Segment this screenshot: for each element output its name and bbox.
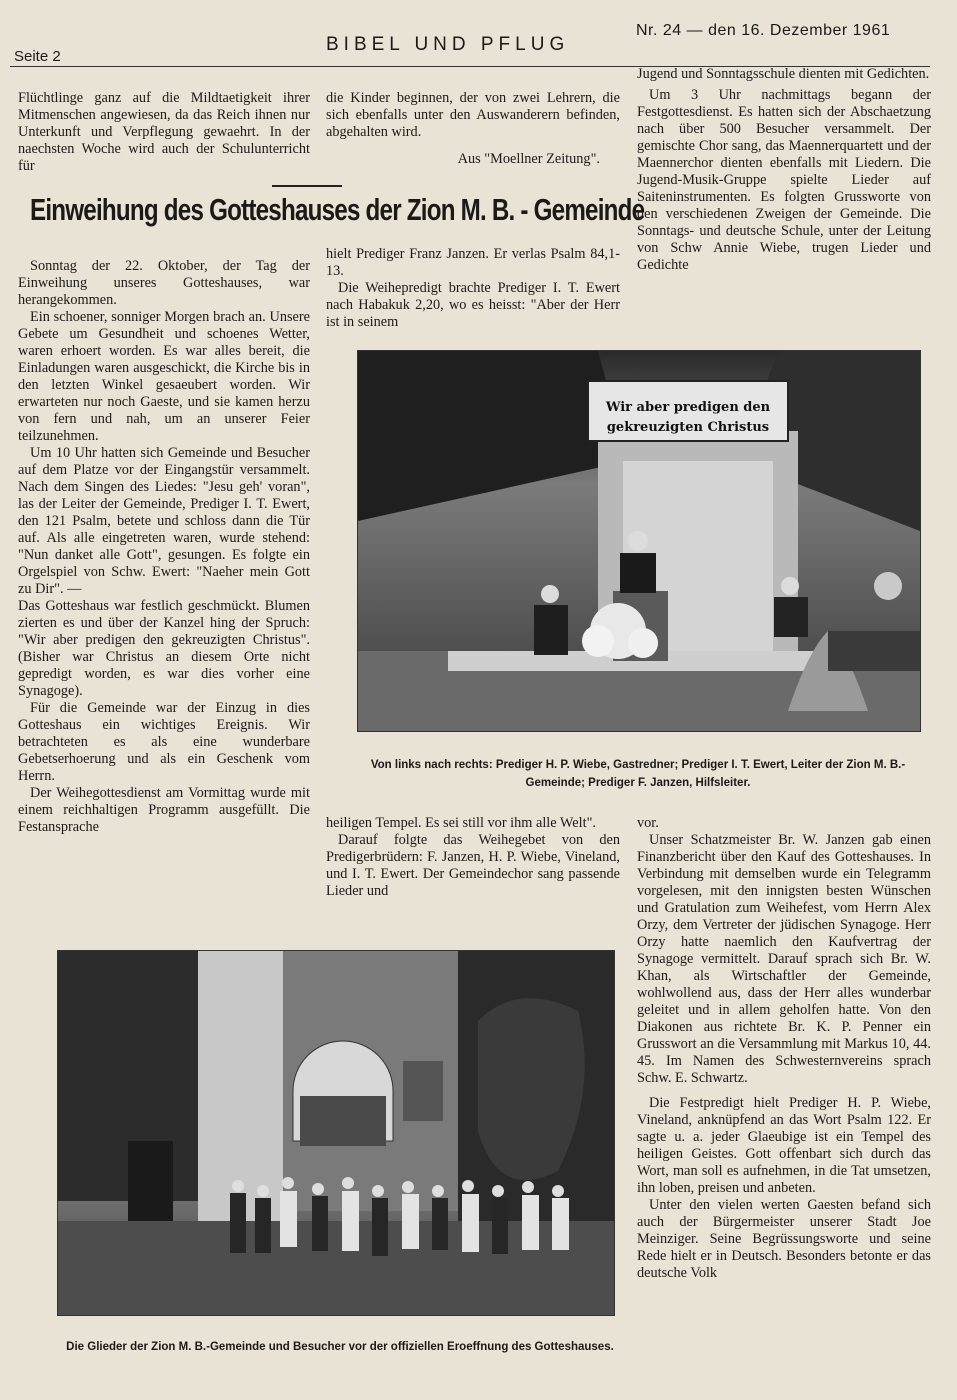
issue-line: Nr. 24 — den 16. Dezember 1961 [636,22,891,39]
col2-top [326,90,620,168]
paragraph: hielt Prediger Franz Janzen. Er verlas Psalm 84,1-13. [326,246,620,279]
interior-photo [357,350,921,732]
paragraph: heiligen Tempel. Es sei still vor ihm alle Welt". [326,815,596,831]
col2-lower [326,815,620,900]
col3-top [637,66,931,274]
paragraph: Um 3 Uhr nachmittags begann der Festgottesdienst. Es hatten sich der Abschaetzung nach über 500 Besucher versammelt. Der gemischte Chor sang, das Maennerquartett und der Maennerchor dienten ebenfalls mit Liedern. Die Jugend-Musik-Gruppe spielte Lieder auf Saiteninstrumenten. Es folgten Grussworte von den verschiedenen Zweigen der Gemeinde. Die Sonntags- und deutsche Schule, unter der Leitung von Schw Annie Wiebe, trugen Lieder und Gedichte [637,87,931,273]
paragraph: Der Weihegottesdienst am Vormittag wurde mit einem reichhaltigen Programm ausgefüllt. Die Festansprache [18,785,310,835]
paragraph: Unser Schatzmeister Br. W. Janzen gab einen Finanzbericht über den Kauf des Gotteshauses. In Verbindung mit demselben wurde ein Telegramm vorgelesen, mit den innigsten besten Wünschen und Gratulation zum Weihefest, vom Herrn Alex Orzy, dem Vertreter der jüdischen Synagoge. Herr Orzy hatte naemlich den Kaufvertrag der Synagoge vermittelt. Darauf sprach sich Br. W. Khan, als Wirtschaftler der Gemeinde, wohlwollend aus, dass der Herr alles wunderbar geleitet und in allem geholfen hatte. Von den Diakonen aus richtete Br. K. P. Penner ein Grusswort an die Versammlung mit Markus 10, 44. 45. Im Namen des Schwesternvereins sprach Schw. E. Schwartz. [637,832,931,1086]
headline-rule [272,185,342,187]
exterior-photo [57,950,615,1316]
col1-top [18,90,310,175]
banner-line-1: Wir aber predigen den [605,400,771,415]
interior-photo-caption: Von links nach rechts: Prediger H. P. Wiebe, Gastredner; Prediger I. T. Ewert, Leiter der Zion M. B.-Gemeinde; Prediger F. Janzen, Hilfsleiter. [370,759,906,789]
col3-lower [637,815,931,1282]
article-headline: Einweihung des Gotteshauses der Zion M. B. - Gemeinde [30,192,645,227]
publication-title: BIBEL UND PFLUG [326,34,570,55]
col2-main [326,246,620,331]
paragraph: Ein schoener, sonniger Morgen brach an. Unsere Gebete um Gesundheit und schoenes Wetter, waren erhoert worden. Es war alles bereit, die Einladungen waren ausgeschickt, die Kirche bis in den letzten Winkel gesaeubert worden. Wir erwarteten nur noch Gaeste, und sie kamen herzu von fern und nah, um an unserer Feier teilzunehmen. [18,309,310,444]
col1-main [18,258,310,836]
source-credit: Aus "Moellner Zeitung". [457,151,600,167]
paragraph: Die Festpredigt hielt Prediger H. P. Wiebe, Vineland, anknüpfend an das Wort Psalm 122. Er sagte u. a. jeder Glaeubige ist ein Tempel des heiligen Geistes. Gott offenbart sich durch das Wort, man soll es aufnehmen, in die Tat umsetzen, ihn loben, preisen und anbeten. [637,1095,931,1196]
paragraph: Unter den vielen werten Gaesten befand sich auch der Bürgermeister unserer Stadt Joe Meinziger. Seine Begrüssungsworte und seine Rede hielt er in Deutsch. Besonders betonte er das deutsche Volk [637,1197,931,1281]
paragraph: vor. [637,815,659,831]
paragraph: Flüchtlinge ganz auf die Mildtaetigkeit ihrer Mitmenschen angewiesen, da das Reich ihnen nur Unterkunft und Verpflegung gewaehrt. In der naechsten Woche wird auch der Schulunterricht für [18,90,310,174]
paragraph: Sonntag der 22. Oktober, der Tag der Einweihung unseres Gotteshauses, war herangekommen. [18,258,310,308]
page-number: Seite 2 [14,48,61,65]
paragraph: Die Weihepredigt brachte Prediger I. T. Ewert nach Habakuk 2,20, wo es heisst: "Aber der Herr ist in seinem [326,280,620,330]
paragraph: Um 10 Uhr hatten sich Gemeinde und Besucher auf dem Platze vor der Eingangstür versammelt. Nach dem Singen des Liedes: "Jesu geh' voran", las der Leiter der Gemeinde, Prediger I. T. Ewert, den 121 Psalm, betete und schloss dann die Tür auf. Als alle eingetreten waren, wurde stehend: "Nun danket alle Gott", gesungen. Es folgte ein Orgelspiel von Schw. Ewert: "Naeher mein Gott zu Dir". — [18,445,310,597]
exterior-photo-caption: Die Glieder der Zion M. B.-Gemeinde und Besucher vor der offiziellen Eroeffnung des Gotteshauses. [66,1341,614,1353]
paragraph: Für die Gemeinde war der Einzug in dies Gotteshaus ein wichtiges Ereignis. Wir betrachteten es als eine wunderbare Gebetserhoerung und als ein Geschenk vom Herrn. [18,700,310,784]
banner-line-2: gekreuzigten Christus [606,420,770,435]
paragraph: die Kinder beginnen, der von zwei Lehrern, die sich ebenfalls unter den Auswanderern befinden, abgehalten wird. [326,90,620,140]
paragraph: Das Gotteshaus war festlich geschmückt. Blumen zierten es und über der Kanzel hing der Spruch: "Wir aber predigen den gekreuzigten Christus". (Bisher war Christus an diesem Orte nicht gepredigt worden, es war dies vorher eine Synagoge). [18,598,310,699]
paragraph: Jugend und Sonntagsschule dienten mit Gedichten. [637,66,930,82]
paragraph: Darauf folgte das Weihegebet von den Predigerbrüdern: F. Janzen, H. P. Wiebe, Vineland, und I. T. Ewert. Der Gemeindechor sang passende Lieder und [326,832,620,899]
